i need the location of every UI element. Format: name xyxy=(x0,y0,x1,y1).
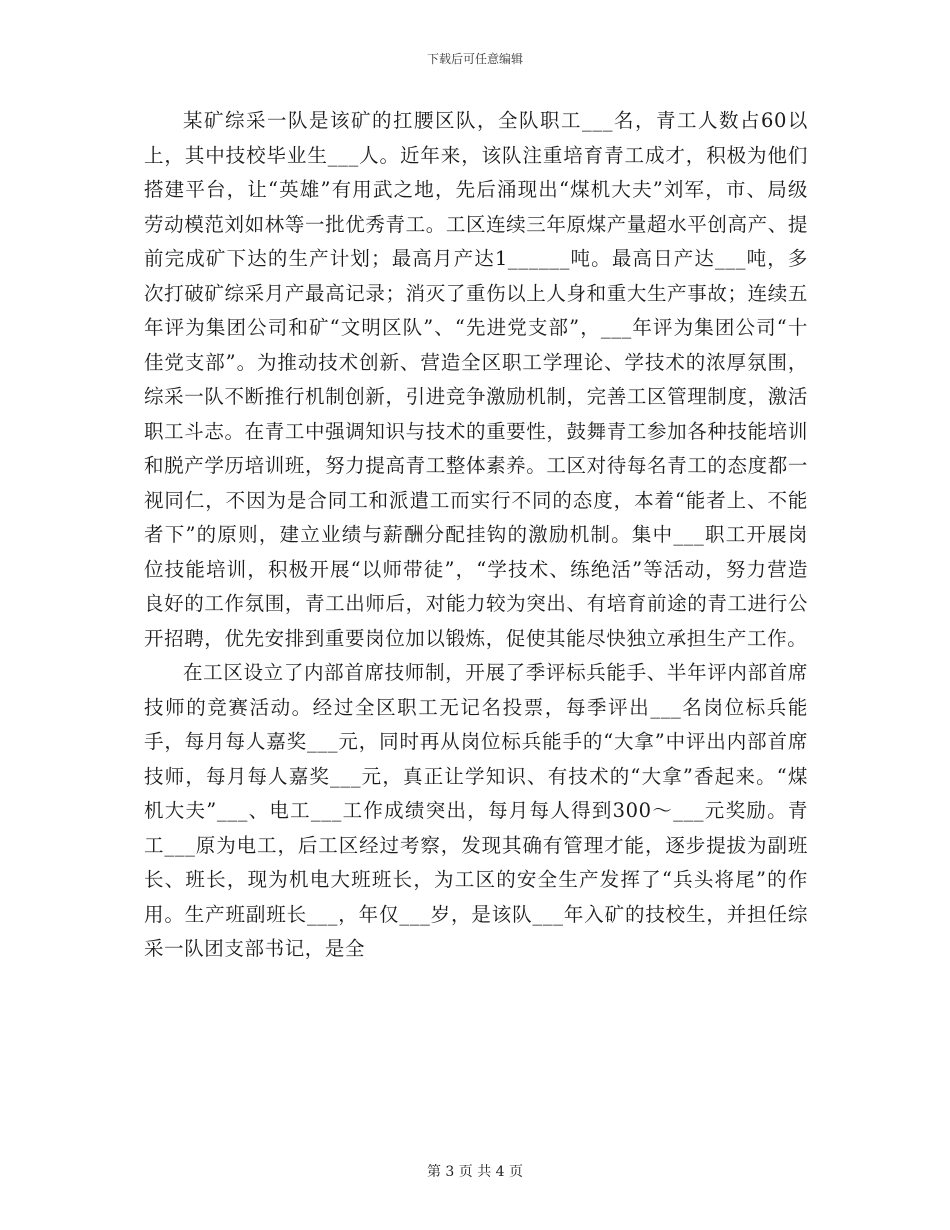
page-footer: 第 3 页 共 4 页 xyxy=(426,1164,524,1180)
paragraph-2: 在工区设立了内部首席技师制，开展了季评标兵能手、半年评内部首席技师的竞赛活动。经过全区职工无记名投票，每季评出___名岗位标兵能手，每月每人嘉奖___元，同时再从岗位标兵能手的“大拿”中评出内部首席技师，每月每人嘉奖___元，真正让学知识、有技术的“大拿”香起来。“煤机大夫”___、电工___工作成绩突出，每月每人得到300～___元奖励。青工___原为电工，后工区经过考察，发现其确有管理才能，逐步提拔为副班长、班长，现为机电大班班长，为工区的安全生产发挥了“兵头将尾”的作用。生产班副班长___，年仅___岁，是该队___年入矿的技校生，并担任综采一队团支部书记，是全 xyxy=(144,661,808,960)
page-header: 下载后可任意编辑 xyxy=(426,52,523,66)
document-body xyxy=(144,104,808,967)
paragraph-1: 某矿综采一队是该矿的扛腰区队，全队职工___名，青工人数占60以上，其中技校毕业生___人。近年来，该队注重培育青工成才，积极为他们搭建平台，让“英雄”有用武之地，先后涌现出“煤机大夫”刘军，市、局级劳动模范刘如林等一批优秀青工。工区连续三年原煤产量超水平创高产、提前完成矿下达的生产计划；最高月产达1______吨。最高日产达___吨，多次打破矿综采月产最高记录；消灭了重伤以上人身和重大生产事故；连续五年评为集团公司和矿“文明区队”、“先进党支部”，___年评为集团公司“十佳党支部”。为推动技术创新、营造全区职工学理论、学技术的浓厚氛围，综采一队不断推行机制创新，引进竞争激励机制，完善工区管理制度，激活职工斗志。在青工中强调知识与技术的重要性，鼓舞青工参加各种技能培训和脱产学历培训班，努力提高青工整体素养。工区对待每名青工的态度都一视同仁，不因为是合同工和派遣工而实行不同的态度，本着“能者上、不能者下”的原则，建立业绩与薪酬分配挂钩的激励机制。集中___职工开展岗位技能培训，积极开展“以师带徒”，“学技术、练绝活”等活动，努力营造良好的工作氛围，青工出师后，对能力较为突出、有培育前途的青工进行公开招聘，优先安排到重要岗位加以锻炼，促使其能尽快独立承担生产工作。 xyxy=(144,109,808,650)
